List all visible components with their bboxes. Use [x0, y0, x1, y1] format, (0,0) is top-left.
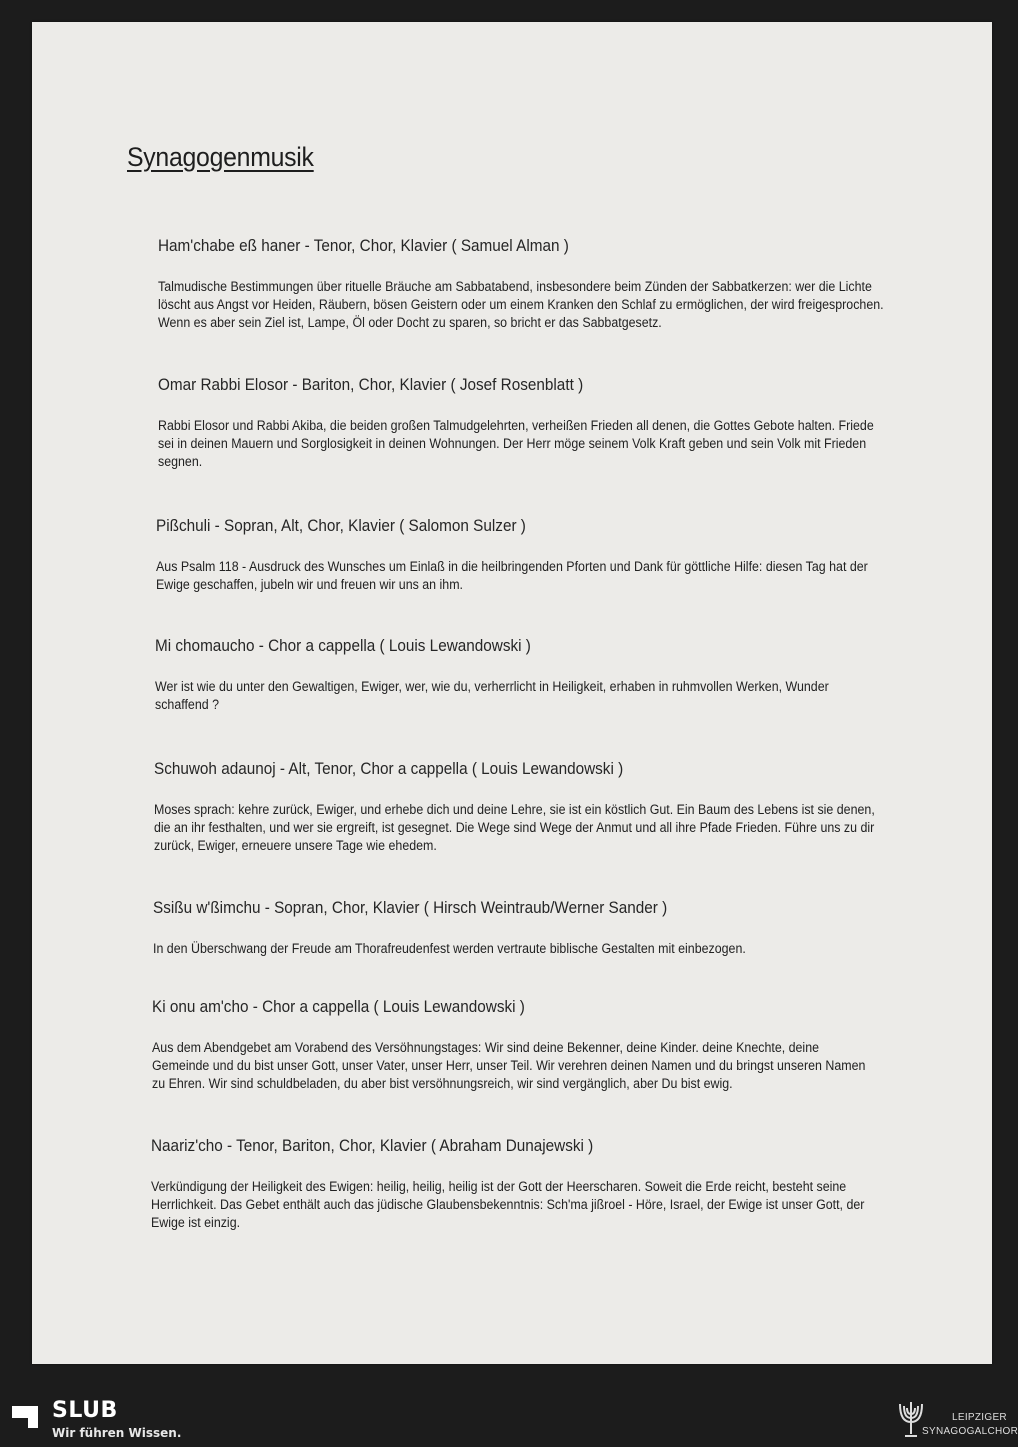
section-text: Talmudische Bestimmungen über rituelle Bräuche am Sabbatabend, insbesondere beim Zünden der Sabbatkerzen: wer die Lichte löscht aus Angst vor Heiden, Räubern, bösen Geistern oder um einem Kranken den Schlaf zu ermöglichen, der wird freigesprochen. Wenn es aber sein Ziel ist, Lampe, Öl oder Docht zu sparen, so bricht er das Sabbatgesetz. [158, 279, 884, 330]
section-heading: Mi chomaucho - Chor a cappella ( Louis Lewandowski ) [155, 636, 531, 655]
section-heading: Ssißu w'ßimchu - Sopran, Chor, Klavier ( Hirsch Weintraub/Werner Sander ) [153, 898, 668, 917]
section-6 [153, 898, 888, 958]
section-heading: Ham'chabe eß haner - Tenor, Chor, Klavier ( Samuel Alman ) [158, 236, 569, 255]
section-4 [155, 636, 890, 714]
choir-name-line2: SYNAGOGALCHOR [922, 1426, 1018, 1437]
page-title: Synagogenmusik [127, 142, 314, 172]
footer-bar [0, 1390, 1018, 1447]
section-text: Aus dem Abendgebet am Vorabend des Versöhnungstages: Wir sind deine Bekenner, deine Kinder. deine Knechte, deine Gemeinde und du bist unser Gott, unser Vater, unser Herr, unser Teil. Wir verehren deinen Namen und du bringst unseren Namen zu Ehren. Wir sind schuldbeladen, du aber bist versöhnungsreich, wir sind vergänglich, aber Du bist ewig. [152, 1040, 866, 1091]
section-heading: Omar Rabbi Elosor - Bariton, Chor, Klavier ( Josef Rosenblatt ) [158, 375, 584, 394]
section-heading: Ki onu am'cho - Chor a cappella ( Louis Lewandowski ) [152, 997, 525, 1016]
section-text: In den Überschwang der Freude am Thorafreudenfest werden vertraute biblische Gestalten mit einbezogen. [153, 941, 746, 956]
section-7 [152, 997, 887, 1093]
library-tagline: Wir führen Wissen. [52, 1426, 182, 1440]
section-text: Wer ist wie du unter den Gewaltigen, Ewiger, wer, wie du, verherrlicht in Heiligkeit, erhaben in ruhmvollen Werken, Wunder schaffend ? [155, 679, 829, 712]
section-text: Rabbi Elosor und Rabbi Akiba, die beiden großen Talmudgelehrten, verheißen Frieden all denen, die Gottes Gebote halten. Friede sei in deinen Mauern und Sorglosigkeit in deinen Wohnungen. Der Herr möge seinem Volk Kraft geben und sein Volk mit Frieden segnen. [158, 418, 874, 469]
section-1 [158, 236, 893, 332]
section-heading: Pißchuli - Sopran, Alt, Chor, Klavier ( Salomon Sulzer ) [156, 516, 526, 535]
section-text: Moses sprach: kehre zurück, Ewiger, und erhebe dich und deine Lehre, sie ist ein köstlich Gut. Ein Baum des Lebens ist sie denen, die an ihr festhalten, und wer sie ergreift, ist gesegnet. Die Wege sind Wege der Anmut und all ihre Pfade Frieden. Führe uns zu dir zurück, Ewiger, erneuere unsere Tage wie ehedem. [154, 802, 875, 853]
section-heading: Naariz'cho - Tenor, Bariton, Chor, Klavier ( Abraham Dunajewski ) [151, 1136, 594, 1155]
section-2 [158, 375, 893, 471]
section-heading: Schuwoh adaunoj - Alt, Tenor, Chor a cappella ( Louis Lewandowski ) [154, 759, 624, 778]
section-text: Aus Psalm 118 - Ausdruck des Wunsches um Einlaß in die heilbringenden Pforten und Dank für göttliche Hilfe: diesen Tag hat der Ewige geschaffen, jubeln wir und freuen wir uns an ihm. [156, 559, 868, 592]
section-5 [154, 759, 889, 855]
slub-logo-icon [10, 1404, 40, 1430]
section-text: Verkündigung der Heiligkeit des Ewigen: heilig, heilig, heilig ist der Gott der Heerscharen. Soweit die Erde reicht, besteht seine Herrlichkeit. Das Gebet enthält auch das jüdische Glaubensbekenntnis: Sch'ma jißroel - Höre, Israel, der Ewige ist unser Gott, der Ewige ist einzig. [151, 1179, 865, 1230]
section-3 [156, 516, 891, 594]
library-name: SLUB [52, 1398, 118, 1423]
section-8 [151, 1136, 886, 1232]
choir-name-line1: LEIPZIGER [952, 1412, 1007, 1423]
